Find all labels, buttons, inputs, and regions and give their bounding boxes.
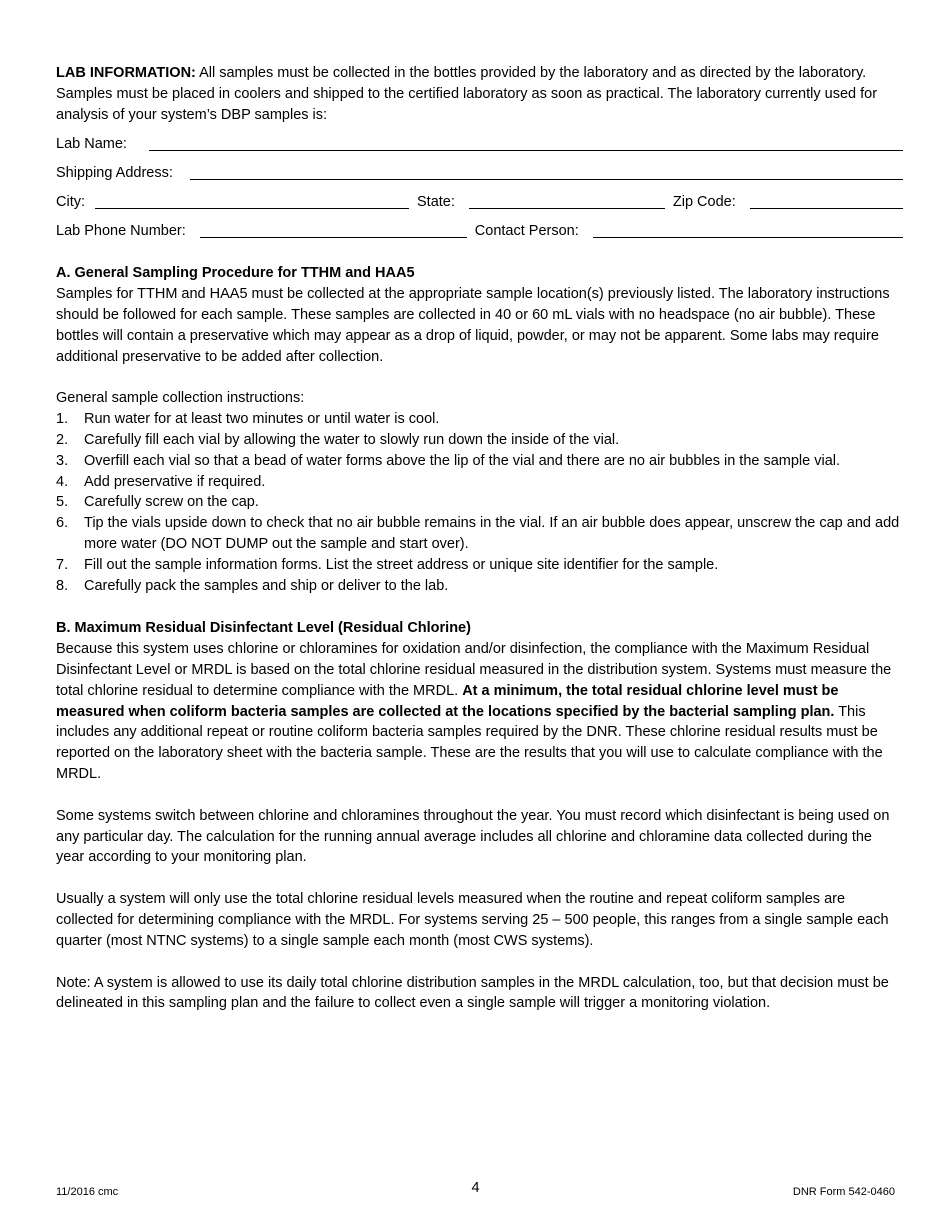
lab-information-heading: LAB INFORMATION:	[56, 65, 196, 81]
contact-person-field[interactable]	[593, 219, 903, 238]
section-a	[56, 263, 903, 596]
step-number: 5.	[56, 494, 69, 511]
step-number: 6.	[56, 515, 69, 532]
instructions-heading: General sample collection instructions:	[56, 390, 305, 407]
lab-information-text: All samples must be collected in the bottles provided by the laboratory and as directed by the laboratory. Samples must be placed in coolers and shipped to the certified laboratory as soon as practical. The laboratory currently used for analysis of your system’s DBP samples is:	[56, 65, 878, 123]
lab-phone-field[interactable]	[200, 219, 467, 238]
step-text: Run water for at least two minutes or until water is cool.	[84, 411, 440, 428]
step-text: Overfill each vial so that a bead of water forms above the lip of the vial and there are no air bubbles in the sample vial.	[84, 452, 841, 469]
step-text: Carefully screw on the cap.	[84, 494, 259, 511]
step-text: Add preservative if required.	[84, 473, 266, 490]
city-state-zip-row	[56, 183, 903, 212]
section-b-paragraph-4: Note: A system is allowed to use its daily total chlorine distribution samples in the MRDL calculation, too, but that decision must be delineated in this sampling plan and the failure to collect even a single sample will trigger a monitoring violation.	[56, 974, 889, 1012]
lab-phone-label: Lab Phone Number:	[56, 223, 186, 240]
section-b-title: B. Maximum Residual Disinfectant Level (Residual Chlorine)	[56, 620, 471, 637]
lab-name-row	[56, 133, 903, 154]
document-page	[56, 63, 903, 1014]
state-field[interactable]	[469, 190, 665, 209]
section-b-paragraph-3: Usually a system will only use the total chlorine residual levels measured when the routine and repeat coliform samples are collected for determining compliance with the MRDL. For systems serving 25 – 500 people, this ranges from a single sample each quarter (most NTNC systems) to a single sample each month (most CWS systems).	[56, 891, 889, 949]
shipping-address-label: Shipping Address:	[56, 165, 173, 182]
list-item	[56, 409, 903, 430]
footer-date: 11/2016 cmc	[56, 1186, 119, 1198]
shipping-address-row	[56, 154, 903, 183]
list-item	[56, 451, 903, 472]
zip-code-label: Zip Code:	[672, 194, 736, 211]
section-b-para1-start: Because this system uses chlorine or chloramines for oxidation and/or disinfection, the compliance with the Maximum Residual Disinfectant Level or MRDL is based on the total chlorine residual measured in the distribution system. Systems must measure the total chlorine residual to determine compliance with the MRDL.	[56, 641, 892, 699]
step-number: 2.	[56, 431, 69, 448]
step-number: 3.	[56, 452, 69, 469]
step-text: Carefully pack the samples and ship or deliver to the lab.	[84, 577, 449, 594]
instructions-list	[56, 409, 903, 596]
step-text: Tip the vials upside down to check that no air bubble remains in the vial. If an air bubble does appear, unscrew the cap and add more water (DO NOT DUMP out the sample and start over).	[84, 515, 900, 552]
step-number: 4.	[56, 473, 69, 490]
section-b-para1-bold: At a minimum, the total residual chlorine level must be measured when coliform bacteria samples are collected at the locations specified by the bacterial sampling plan.	[56, 682, 839, 720]
list-item	[56, 555, 903, 576]
section-b-para1-end: This includes any additional repeat or routine coliform bacteria samples required by the DNR. These chlorine residual results must be reported on the laboratory sheet with the bacteria sample. These are the results that you will use to calculate compliance with the MRDL.	[56, 703, 883, 782]
step-number: 7.	[56, 556, 69, 573]
step-number: 1.	[56, 411, 69, 428]
section-b	[56, 618, 903, 1014]
form-number: DNR Form 542-0460	[792, 1186, 895, 1198]
city-field[interactable]	[95, 190, 409, 209]
lab-information-paragraph	[56, 63, 903, 125]
list-item	[56, 576, 903, 597]
section-b-paragraph-2: Some systems switch between chlorine and chloramines throughout the year. You must record which disinfectant is being used on any particular day. The calculation for the running annual average includes all chlorine and chloramine data collected during the year according to your monitoring plan.	[56, 807, 890, 866]
city-label: City:	[56, 194, 85, 211]
shipping-address-field[interactable]	[190, 161, 903, 180]
page-footer	[56, 1178, 895, 1198]
list-item	[56, 430, 903, 451]
list-item	[56, 492, 903, 513]
page-number: 4	[471, 1180, 480, 1196]
state-label: State:	[417, 194, 455, 211]
section-a-title: A. General Sampling Procedure for TTHM and HAA5	[56, 265, 415, 282]
step-text: Carefully fill each vial by allowing the water to slowly run down the inside of the vial.	[84, 431, 620, 448]
step-text: Fill out the sample information forms. List the street address or unique site identifier for the sample.	[84, 556, 719, 573]
section-a-body: Samples for TTHM and HAA5 must be collected at the appropriate sample location(s) previously listed. The laboratory instructions should be followed for each sample. These samples are collected in 40 or 60 mL vials with no headspace (no air bubble). These bottles will contain a preservative which may appear as a drop of liquid, powder, or may not be apparent. Some labs may require additional preservative to be added after collection.	[56, 286, 890, 365]
contact-person-label: Contact Person:	[474, 223, 579, 240]
list-item	[56, 513, 903, 555]
lab-name-field[interactable]	[149, 132, 903, 151]
step-number: 8.	[56, 577, 69, 594]
zip-code-field[interactable]	[750, 190, 903, 209]
list-item	[56, 472, 903, 493]
phone-contact-row	[56, 212, 903, 241]
lab-name-label: Lab Name:	[56, 136, 127, 153]
section-b-paragraph-1	[56, 639, 903, 785]
